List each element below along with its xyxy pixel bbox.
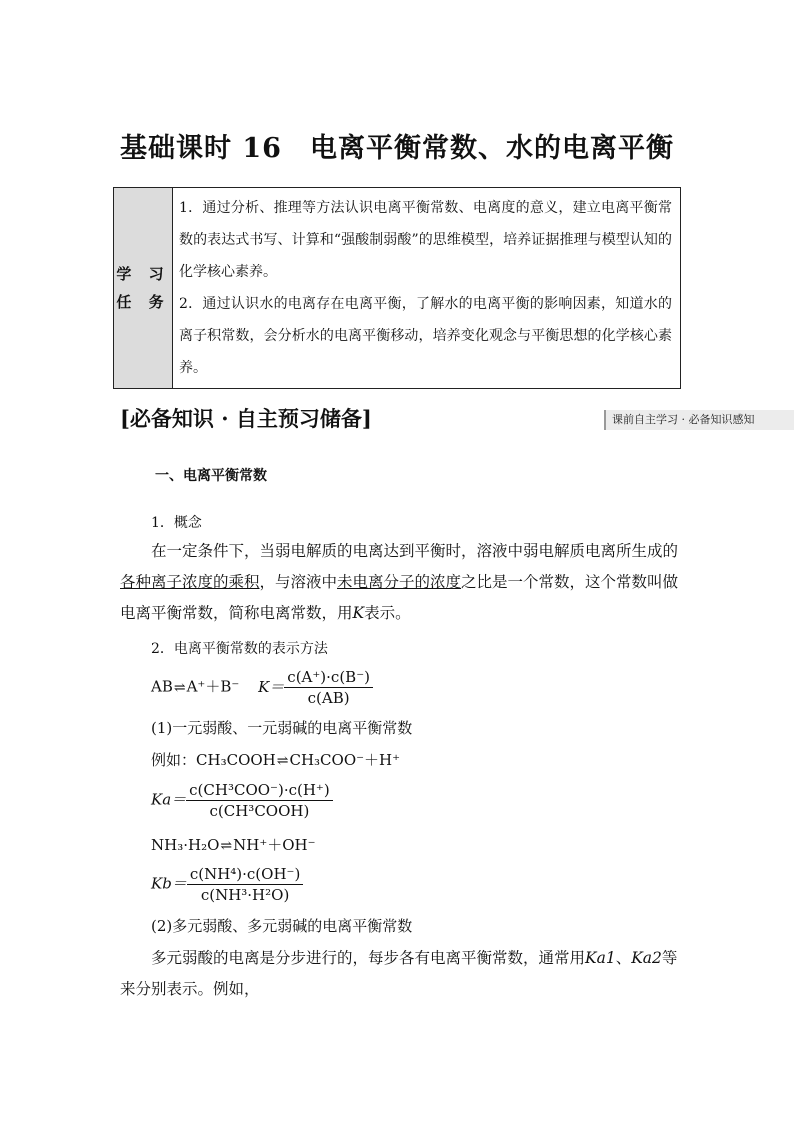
general-eq-left: AB [151,677,173,696]
page-title: 基础课时 16 电离平衡常数、水的电离平衡 [120,133,674,164]
equilibrium-arrow-icon: ⇌ [173,679,186,696]
polyprotic-paragraph [120,943,680,1005]
ammonia-eq-left: NH₃·H₂O [151,836,220,854]
ammonia-eq-right: NH⁺＋OH⁻ [233,836,316,854]
concept-underline-2: 未电离分子的浓度 [337,573,462,591]
ka-fraction [186,780,333,821]
heading-concept: 1．概念 [151,515,202,531]
concept-paragraph [120,536,680,629]
section-title: [必备知识 · 自主预习储备] [120,406,372,431]
learning-tasks-label [114,188,173,389]
ka2-symbol: Ka2 [631,949,662,967]
poly-text-1: 多元弱酸的电离是分步进行的，每步各有电离平衡常数，通常用 [151,949,586,967]
equilibrium-arrow-icon: ⇌ [220,838,233,854]
section-tag: 课前自主学习 · 必备知识感知 [604,410,794,430]
heading-expression: 2．电离平衡常数的表示方法 [151,641,328,657]
kb-fraction [187,864,304,905]
concept-text-3: 之比是一个常数，这个常数叫做电离平衡常数，简称电离常数，用 [120,573,679,622]
learning-tasks-content [173,188,681,389]
ka-denominator: c(CH³COOH) [209,802,310,820]
general-k-fraction [284,667,373,708]
kb-expression [151,864,303,905]
equilibrium-arrow-icon: ⇌ [276,753,289,769]
general-eq-right: A⁺＋B⁻ [186,677,240,696]
poly-text-2: 等来分别表示。例如， [120,949,678,998]
general-k-numerator: c(A⁺)·c(B⁻) [284,667,373,688]
label-line-2: 任 务 [116,293,170,311]
concept-text-1: 在一定条件下，当弱电解质的电离达到平衡时，溶液中弱电解质电离所生成的 [151,542,679,560]
concept-underline-1: 各种离子浓度的乘积 [120,573,260,591]
sub-heading-polyprotic: (2)多元弱酸、多元弱碱的电离平衡常数 [151,917,413,935]
ka-expression [151,780,333,821]
concept-k-symbol: K [352,604,365,622]
general-equation [151,667,373,708]
example-label: 例如： [151,751,197,769]
ka-numerator: c(CH³COO⁻)·c(H⁺) [186,780,333,801]
general-k-label: K＝ [258,677,285,696]
concept-text-4: 表示。 [364,604,411,622]
acetic-eq-left: CH₃COOH [196,751,276,769]
sub-heading-monoprotic: (1)一元弱酸、一元弱碱的电离平衡常数 [151,719,413,737]
acetic-equation [151,749,400,770]
learning-tasks-table [113,187,681,389]
label-line-1: 学 习 [116,265,170,283]
task-item-2: 2．通过认识水的电离存在电离平衡，了解水的电离平衡的影响因素，知道水的离子积常数，会分析水的电离平衡移动，培养变化观念与平衡思想的化学核心素养。 [179,296,672,376]
task-item-1: 1．通过分析、推理等方法认识电离平衡常数、电离度的意义，建立电离平衡常数的表达式书写、计算和“强酸制弱酸”的思维模型，培养证据推理与模型认知的化学核心素养。 [179,200,672,280]
kb-denominator: c(NH³·H²O) [200,886,290,904]
heading-ionization-constant: 一、电离平衡常数 [155,468,267,484]
concept-text-2: ，与溶液中 [259,573,338,591]
ammonia-equation [151,834,316,855]
kb-label: Kb＝ [151,874,187,893]
ka-label: Ka＝ [151,790,187,809]
acetic-eq-right: CH₃COO⁻＋H⁺ [289,751,401,769]
general-k-denominator: c(AB) [307,689,350,707]
ka1-symbol: Ka1 [585,949,616,967]
kb-numerator: c(NH⁴)·c(OH⁻) [187,864,304,885]
poly-sep: 、 [615,949,632,967]
